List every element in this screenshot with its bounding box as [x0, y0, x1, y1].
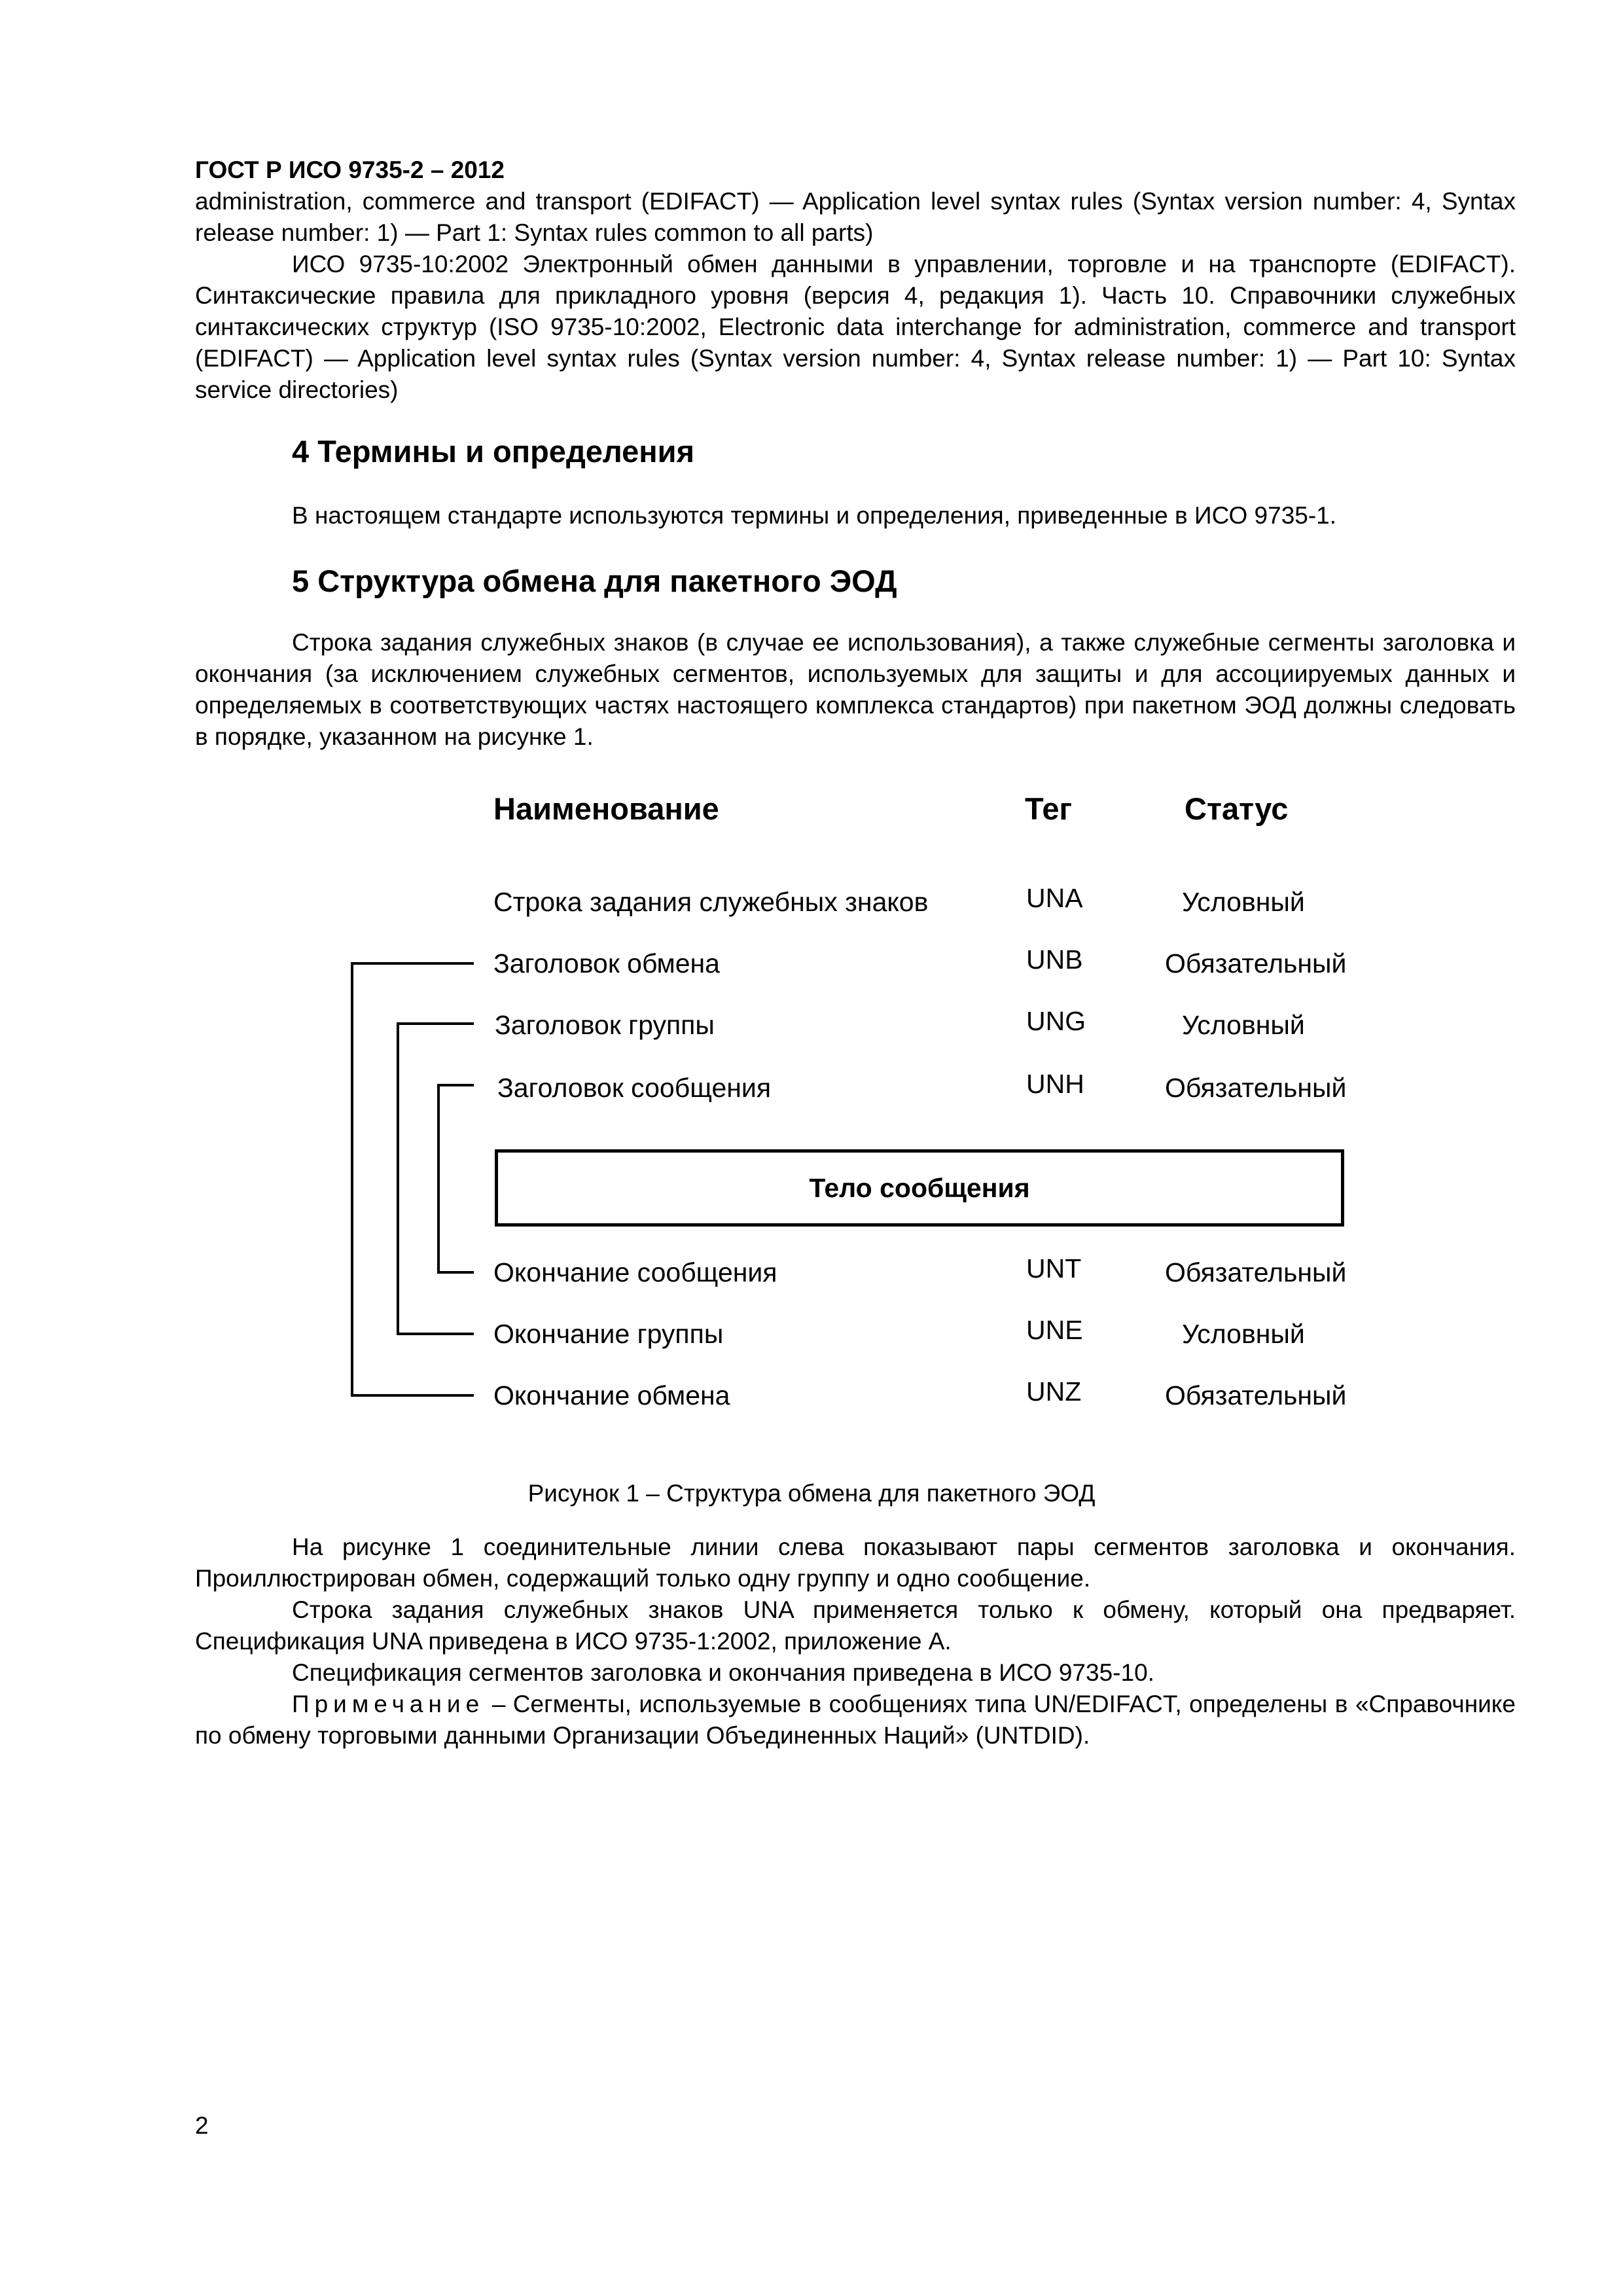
row-unh-status: Обязательный: [1165, 1073, 1347, 1103]
row-una-status: Условный: [1182, 887, 1305, 917]
row-une-status: Условный: [1182, 1319, 1305, 1349]
section-5-text-body: Строка задания служебных знаков (в случае ее использования), а также служебные сегменты заголовка и окончания (за исключением служебных сегментов, используемых для защиты и для ассоциируемых данных и определяемых в соответствующих частях настоящего комплекса стандартов) при пакетном ЭОД должны следовать в порядке, указанном на рисунке 1.: [195, 629, 1516, 750]
row-ung-name: Заголовок группы: [495, 1010, 715, 1040]
column-header-name: Наименование: [493, 791, 719, 826]
message-body-label: Тело сообщения: [809, 1172, 1030, 1203]
bracket-message-top: [437, 1084, 474, 1086]
paragraph-una: [195, 1594, 1516, 1657]
note-label: Примечание: [292, 1691, 485, 1717]
bracket-interchange-top: [351, 962, 474, 965]
bracket-group-vertical: [397, 1022, 399, 1335]
row-unt-status: Обязательный: [1165, 1257, 1347, 1287]
column-header-tag: Тег: [1025, 791, 1073, 826]
paragraph-lines-explanation-text: На рисунке 1 соединительные линии слева показывают пары сегментов заголовка и окончания. Проиллюстрирован обмен, содержащий только одну группу и одно сообщение.: [195, 1534, 1516, 1592]
paragraph-segments-spec: [195, 1657, 1516, 1689]
row-ung-status: Условный: [1182, 1010, 1305, 1040]
row-unb-tag: UNB: [1026, 944, 1083, 975]
column-header-status: Статус: [1185, 791, 1289, 826]
bracket-message-vertical: [437, 1084, 440, 1274]
reference-iso-9735-10-text: ИСО 9735-10:2002 Электронный обмен данными в управлении, торговле и на транспорте (EDIFACT). Синтаксические правила для прикладного уровня (версия 4, редакция 1). Часть 10. Справочники служебных синтаксических структур (ISO 9735-10:2002, Electronic data interchange for administration, commerce and transport (EDIFACT) — Application level syntax rules (Syntax version number: 4, Syntax release number: 1) — Part 10: Syntax service directories): [195, 251, 1516, 403]
bracket-group-bottom: [397, 1333, 474, 1335]
message-body-box: [495, 1149, 1344, 1227]
note: [195, 1689, 1516, 1751]
section-5-text: [195, 627, 1516, 753]
reference-continuation: administration, commerce and transport (EDIFACT) — Application level syntax rules (Syntax version number: 4, Syntax release number: 1) — Part 1: Syntax rules common to all parts): [195, 188, 1516, 246]
row-una-tag: UNA: [1026, 883, 1083, 913]
bracket-interchange-vertical: [351, 962, 353, 1397]
row-ung-tag: UNG: [1026, 1006, 1086, 1036]
row-unz-name: Окончание обмена: [493, 1380, 730, 1410]
paragraph-lines-explanation: [195, 1532, 1516, 1594]
bracket-message-bottom: [437, 1271, 474, 1274]
row-une-name: Окончание группы: [493, 1319, 724, 1349]
reference-iso-9735-10: [195, 249, 1516, 406]
section-4-heading: 4 Термины и определения: [292, 434, 694, 469]
paragraph-una-text: Строка задания служебных знаков UNA применяется только к обмену, который она предваряет. Спецификация UNA приведена в ИСО 9735-1:2002, приложение А.: [195, 1596, 1516, 1655]
row-unh-tag: UNH: [1026, 1069, 1084, 1099]
row-una-name: Строка задания служебных знаков: [493, 887, 929, 917]
note-text: – Сегменты, используемые в сообщениях типа UN/EDIFACT, определены в «Справочнике по обмену торговыми данными Организации Объединенных Наций» (UNTDID).: [195, 1691, 1516, 1749]
row-unz-tag: UNZ: [1026, 1376, 1082, 1407]
row-unz-status: Обязательный: [1165, 1380, 1347, 1410]
row-unb-status: Обязательный: [1165, 948, 1347, 978]
row-unh-name: Заголовок сообщения: [497, 1073, 772, 1103]
paragraph-segments-spec-text: Спецификация сегментов заголовка и окончания приведена в ИСО 9735-10.: [292, 1659, 1154, 1686]
bracket-interchange-bottom: [351, 1394, 474, 1397]
page-number: 2: [195, 2112, 209, 2139]
row-unt-tag: UNT: [1026, 1253, 1082, 1283]
row-une-tag: UNE: [1026, 1315, 1083, 1345]
row-unb-name: Заголовок обмена: [493, 948, 720, 978]
section-5-heading: 5 Структура обмена для пакетного ЭОД: [292, 564, 897, 598]
bracket-group-top: [397, 1022, 474, 1025]
section-4-text: В настоящем стандарте используются термины и определения, приведенные в ИСО 9735-1.: [292, 502, 1337, 529]
document-header: ГОСТ Р ИСО 9735-2 – 2012: [195, 156, 505, 183]
figure-caption: Рисунок 1 – Структура обмена для пакетного ЭОД: [527, 1480, 1096, 1507]
row-unt-name: Окончание сообщения: [493, 1257, 777, 1287]
